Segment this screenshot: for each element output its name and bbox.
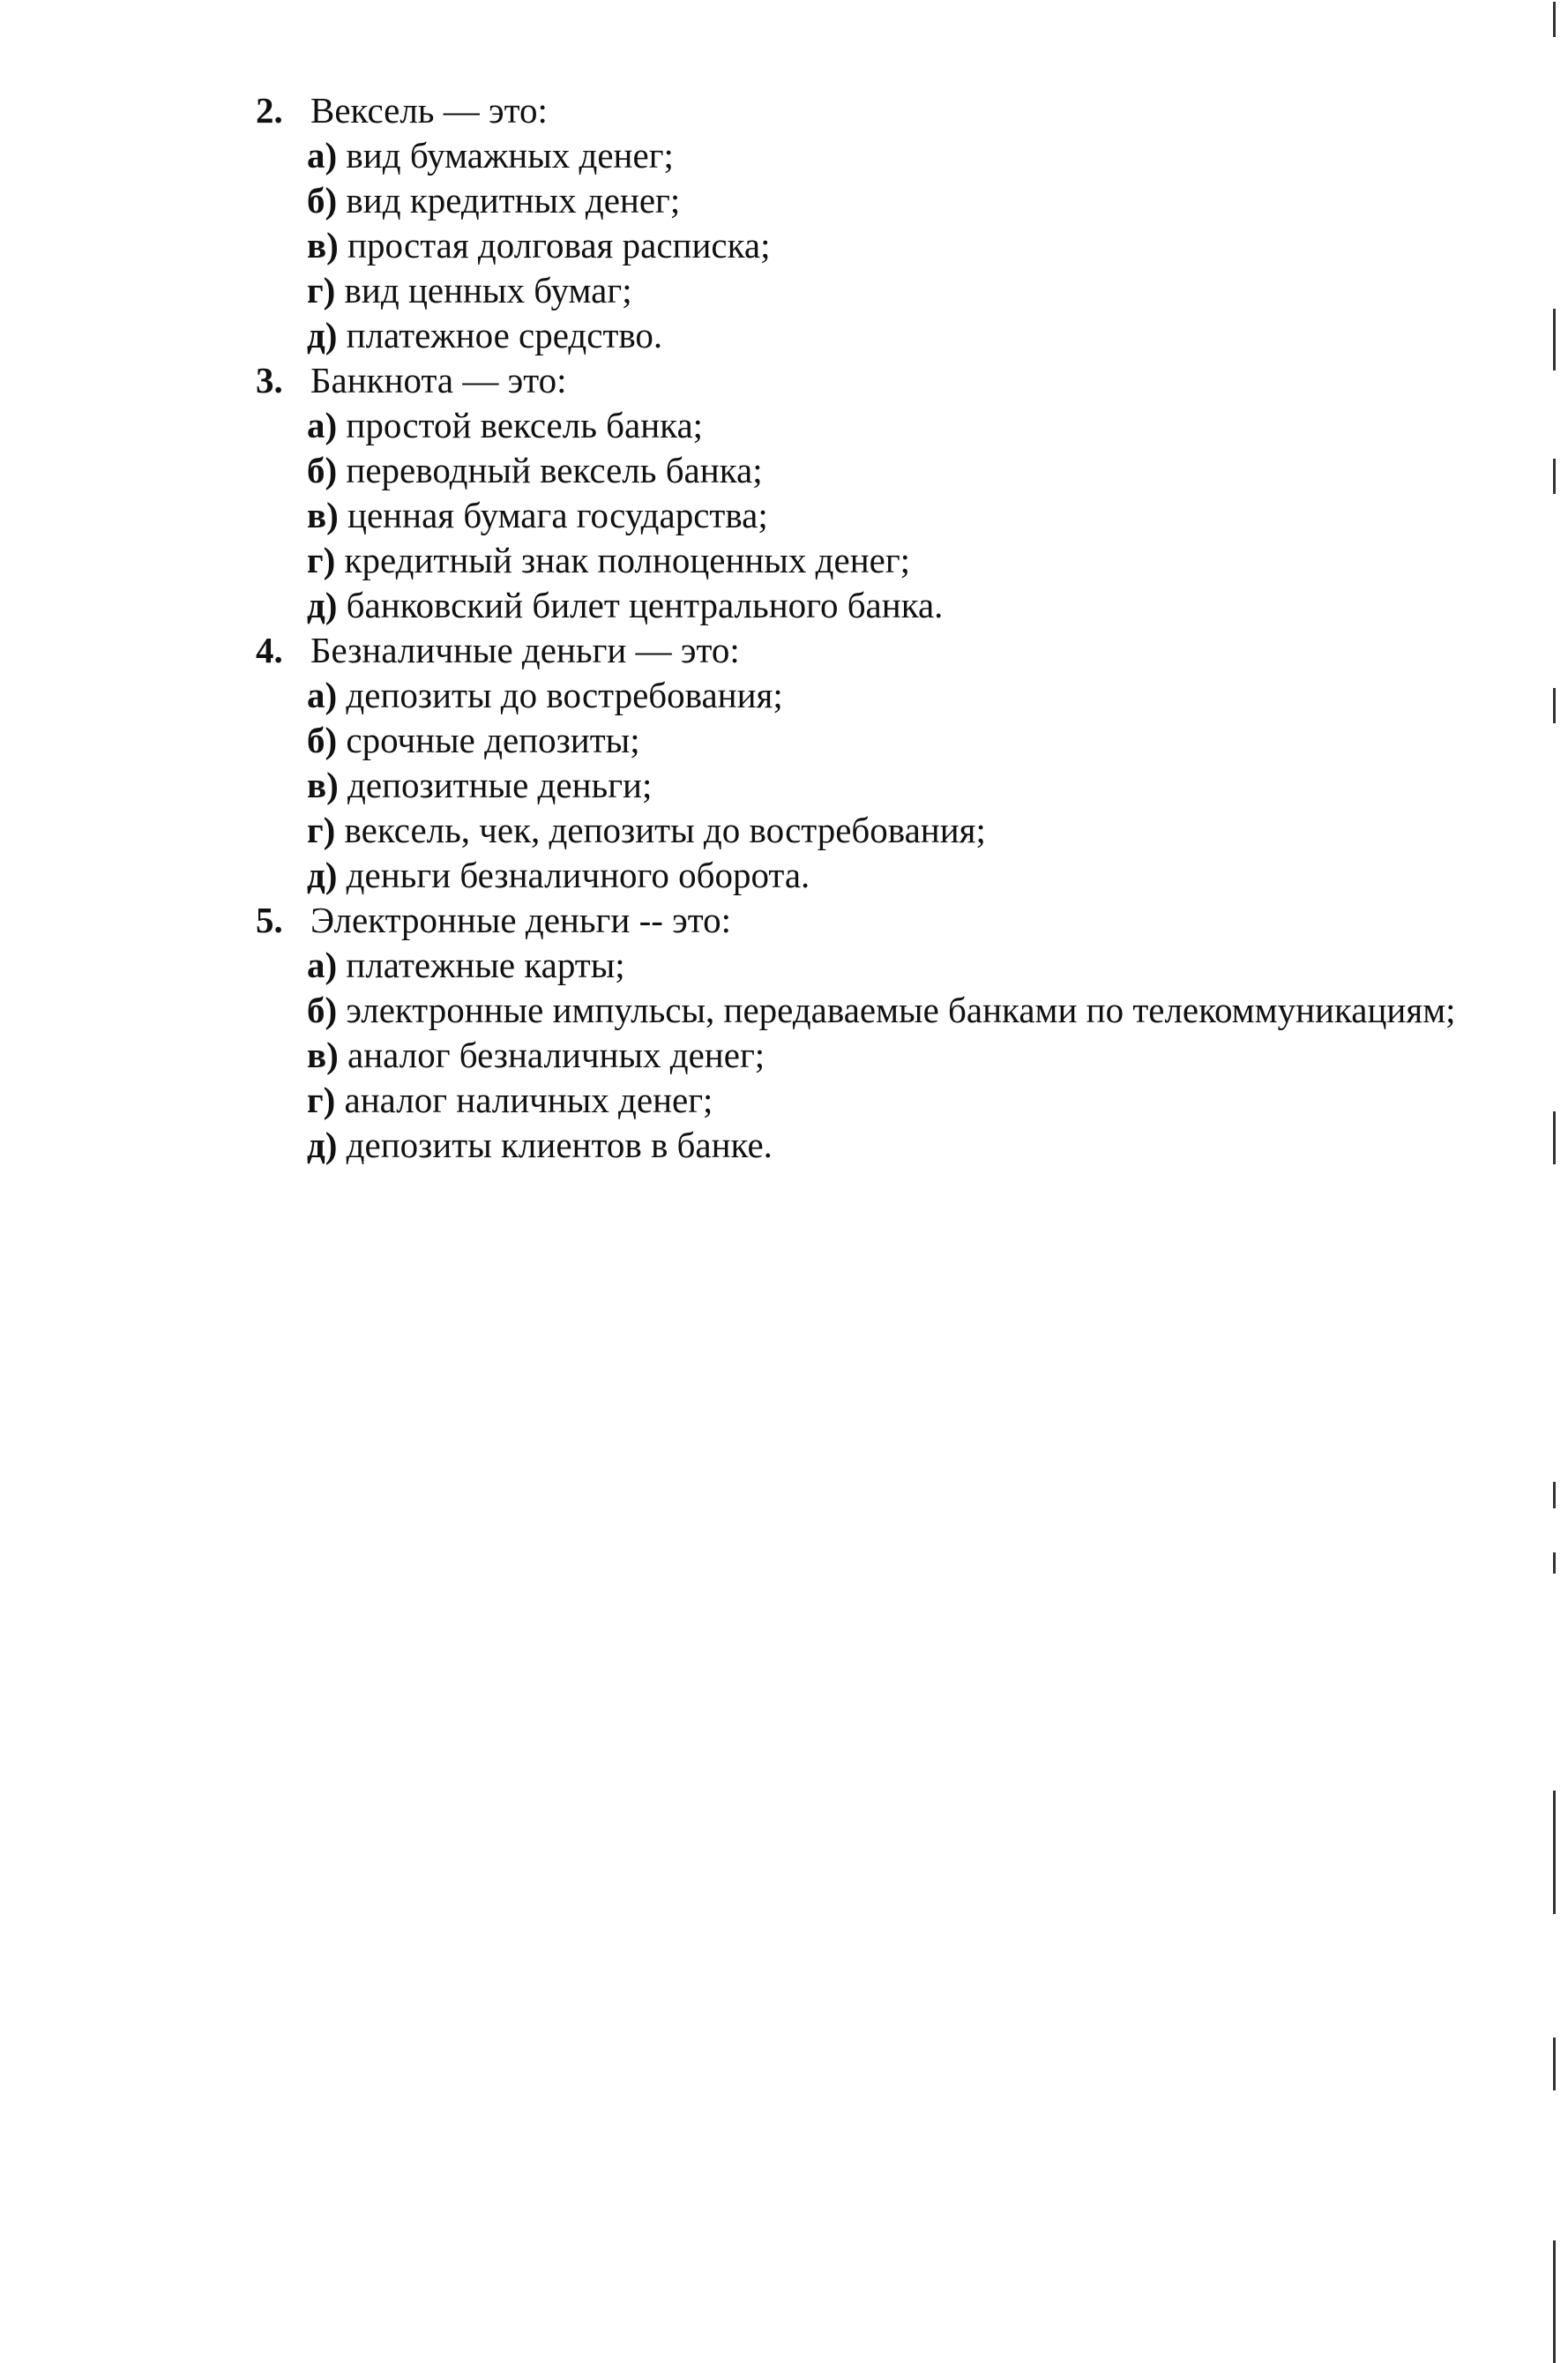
option-text: ценная бумага государства; <box>347 495 768 535</box>
option-letter: б) <box>307 450 338 490</box>
option-b <box>307 988 1508 1033</box>
option-text: платежные карты; <box>346 945 625 985</box>
scan-edge-artifacts <box>1546 0 1568 2363</box>
option-v <box>307 223 1508 268</box>
option-list <box>256 133 1508 358</box>
option-letter: б) <box>307 180 338 221</box>
option-text: банковский билет центрального банка. <box>346 585 944 625</box>
question-heading <box>256 628 1508 673</box>
question-list <box>256 88 1508 1168</box>
option-letter: г) <box>307 540 336 580</box>
option-text: депозиты до востребования; <box>346 675 783 715</box>
option-letter: г) <box>307 810 336 850</box>
question-2 <box>256 88 1508 358</box>
option-letter: а) <box>307 405 338 445</box>
question-heading <box>256 898 1508 943</box>
question-3 <box>256 358 1508 628</box>
option-text: вид кредитных денег; <box>346 180 681 221</box>
option-letter: б) <box>307 720 338 760</box>
option-a <box>307 943 1508 988</box>
option-letter: а) <box>307 675 338 715</box>
option-text: срочные депозиты; <box>346 720 640 760</box>
option-letter: в) <box>307 1035 339 1075</box>
option-b <box>307 718 1508 763</box>
option-text: простая долговая расписка; <box>347 225 771 265</box>
option-text: депозитные деньги; <box>347 765 653 805</box>
question-number: 5. <box>256 900 283 940</box>
option-g <box>307 1078 1508 1123</box>
option-text: платежное средство. <box>346 315 663 355</box>
option-d <box>307 853 1508 898</box>
option-a <box>307 403 1508 448</box>
option-text: аналог безналичных денег; <box>347 1035 765 1075</box>
option-d <box>307 583 1508 628</box>
option-letter: г) <box>307 270 336 310</box>
option-d <box>307 313 1508 358</box>
option-list <box>256 673 1508 898</box>
option-letter: г) <box>307 1080 336 1120</box>
question-4 <box>256 628 1508 898</box>
option-text: деньги безналичного оборота. <box>346 855 810 895</box>
question-text: Электронные деньги -- это: <box>310 900 731 940</box>
option-letter: в) <box>307 225 339 265</box>
option-letter: а) <box>307 945 338 985</box>
option-text: вид ценных бумаг; <box>344 270 632 310</box>
option-g <box>307 808 1508 853</box>
option-v <box>307 1033 1508 1078</box>
question-5 <box>256 898 1508 1168</box>
option-d <box>307 1123 1508 1168</box>
question-number: 4. <box>256 630 283 670</box>
option-letter: д) <box>307 315 338 355</box>
option-letter: в) <box>307 765 339 805</box>
question-number: 2. <box>256 90 283 131</box>
option-text: переводный вексель банка; <box>346 450 763 490</box>
option-a <box>307 673 1508 718</box>
question-text: Банкнота — это: <box>310 360 567 400</box>
option-letter: а) <box>307 135 338 176</box>
option-list <box>256 403 1508 628</box>
option-text: кредитный знак полноценных денег; <box>344 540 911 580</box>
option-text: вексель, чек, депозиты до востребования; <box>344 810 986 850</box>
option-text: депозиты клиентов в банке. <box>346 1125 773 1165</box>
option-letter: д) <box>307 855 338 895</box>
option-g <box>307 268 1508 313</box>
option-v <box>307 763 1508 808</box>
option-b <box>307 448 1508 493</box>
option-letter: б) <box>307 990 338 1030</box>
option-b <box>307 178 1508 223</box>
option-text: электронные импульсы, передаваемые банками по телекоммуникациям; <box>346 990 1456 1030</box>
option-g <box>307 538 1508 583</box>
option-a <box>307 133 1508 178</box>
option-text: простой вексель банка; <box>346 405 704 445</box>
question-text: Безналичные деньги — это: <box>310 630 740 670</box>
question-number: 3. <box>256 360 283 400</box>
option-letter: в) <box>307 495 339 535</box>
option-text: вид бумажных денег; <box>346 135 674 176</box>
option-letter: д) <box>307 1125 338 1165</box>
option-letter: д) <box>307 585 338 625</box>
option-list <box>256 943 1508 1168</box>
question-heading <box>256 88 1508 133</box>
question-text: Вексель — это: <box>310 90 548 131</box>
question-heading <box>256 358 1508 403</box>
option-text: аналог наличных денег; <box>344 1080 713 1120</box>
option-v <box>307 493 1508 538</box>
